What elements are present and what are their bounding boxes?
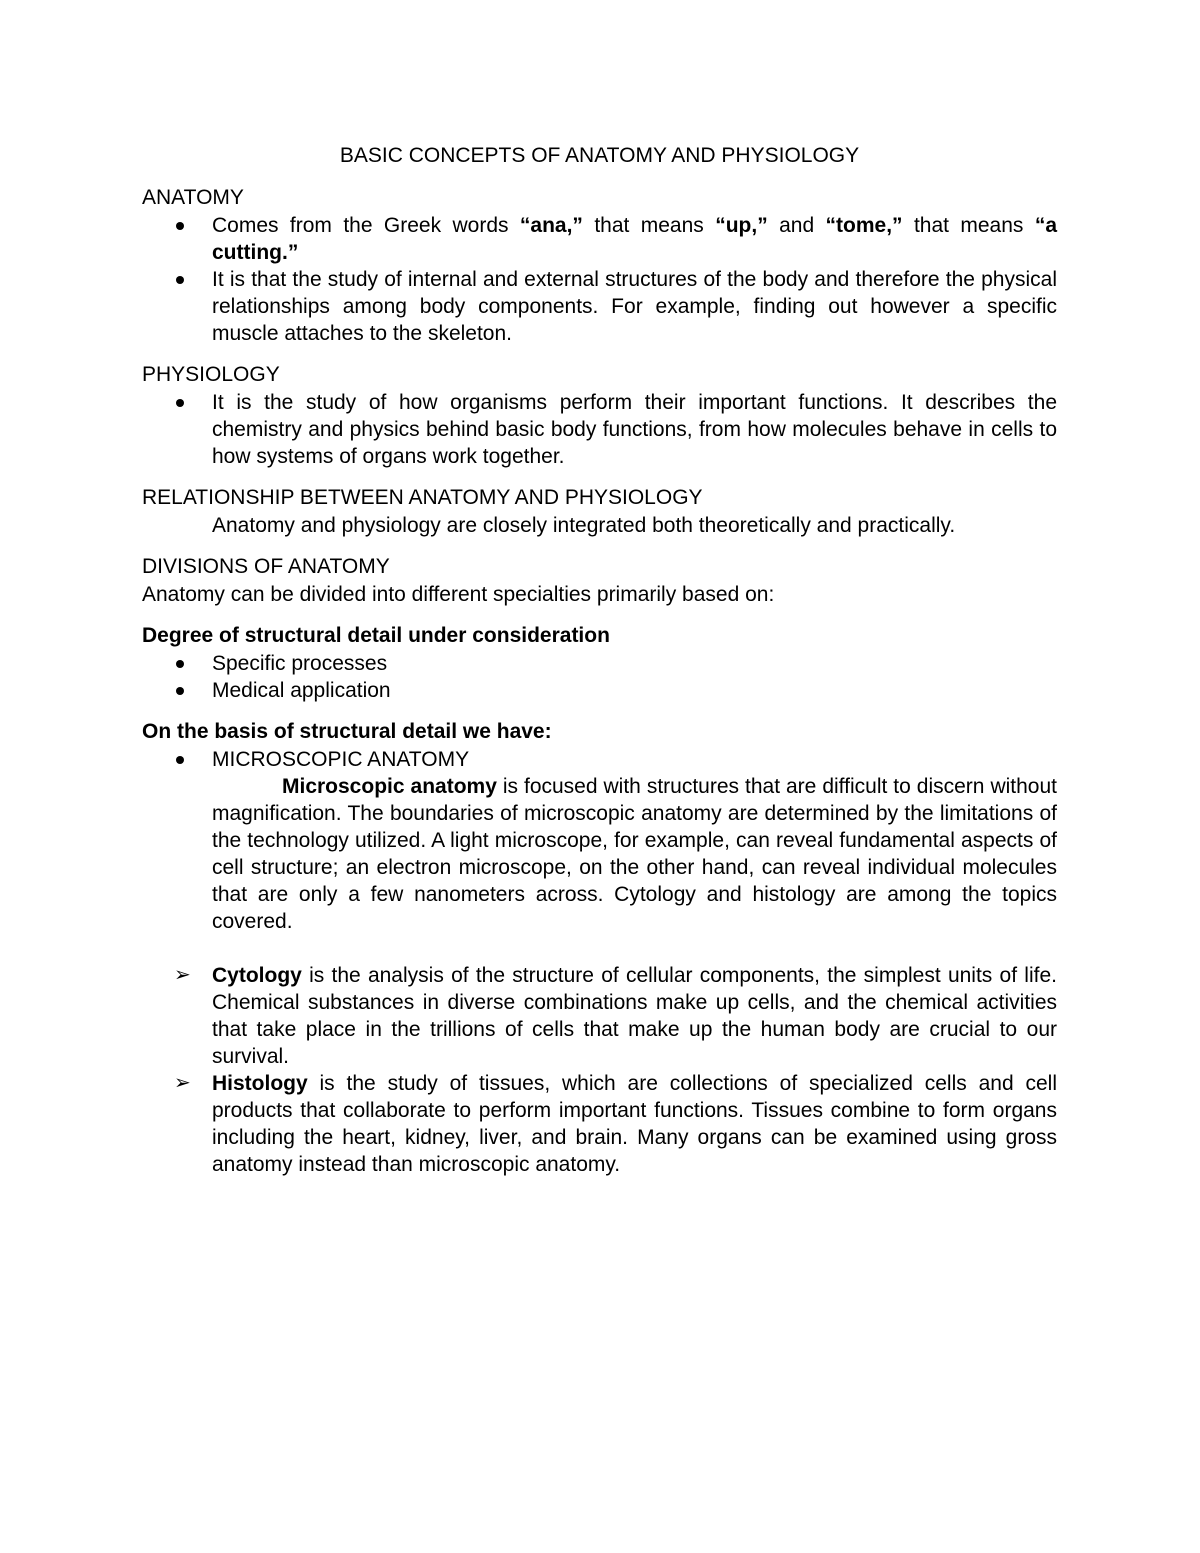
- arrow-bullet-icon: ➢: [174, 1072, 191, 1094]
- document-title: BASIC CONCEPTS OF ANATOMY AND PHYSIOLOGY: [339, 144, 860, 167]
- bullet-icon: [176, 756, 184, 764]
- microscopic-list: [142, 746, 1057, 935]
- list-item: It is the study of how organisms perform their important functions. It describes the chemistry and physics behind basic body functions, from how molecules behave in cells to how systems of organs work together.: [142, 389, 1057, 470]
- relationship-text: Anatomy and physiology are closely integrated both theoretically and practically.: [212, 514, 956, 537]
- list-item: ➢ Histology is the study of tissues, which are collections of specialized cells and cell products that collaborate to perform important functions. Tissues combine to form organs including the heart, kidney, liver, and brain. Many organs can be examined using gross anatomy instead than microscopic anatomy.: [174, 1072, 1057, 1176]
- list-item: ➢ Cytology is the analysis of the structure of cellular components, the simplest units of life. Chemical substances in diverse combinations make up cells, and the chemical activities that take place in the trillions of cells that make up the human body are crucial to our survival.: [174, 964, 1057, 1068]
- divisions-intro: Anatomy can be divided into different specialties primarily based on:: [142, 583, 775, 606]
- physiology-heading: PHYSIOLOGY: [142, 363, 280, 386]
- microscopic-paragraph: Microscopic anatomy is focused with structures that are difficult to discern without magnification. The boundaries of microscopic anatomy are determined by the limitations of the technology utilized. A light microscope, for example, can reveal fundamental aspects of cell structure; an electron microscope, on the other hand, can reveal individual molecules that are only a few nanometers across. Cytology and histology are among the topics covered.: [212, 775, 1057, 933]
- list-item: [142, 746, 1057, 935]
- bullet-icon: [176, 276, 184, 284]
- anatomy-heading: ANATOMY: [142, 186, 244, 209]
- anatomy-list: [142, 212, 1057, 347]
- divisions-list: [142, 650, 1057, 704]
- bullet-icon: [176, 399, 184, 407]
- list-item: Specific processes: [142, 650, 1057, 677]
- list-item: It is that the study of internal and external structures of the body and therefore the physical relationships among body components. For example, finding out however a specific muscle attaches to the skeleton.: [142, 266, 1057, 347]
- list-item: Medical application: [142, 677, 1057, 704]
- bullet-icon: [176, 222, 184, 230]
- relationship-heading: RELATIONSHIP BETWEEN ANATOMY AND PHYSIOLOGY: [142, 486, 703, 509]
- basis-heading: On the basis of structural detail we have:: [142, 720, 552, 743]
- arrow-bullet-icon: ➢: [174, 964, 191, 986]
- physiology-list: [142, 389, 1057, 470]
- subtopic-list: [142, 962, 1057, 1178]
- divisions-subheading: Degree of structural detail under consideration: [142, 624, 610, 647]
- microscopic-heading: MICROSCOPIC ANATOMY: [212, 748, 470, 771]
- list-item: Comes from the Greek words “ana,” that means “up,” and “tome,” that means “a cutting.”: [142, 212, 1057, 266]
- divisions-heading: DIVISIONS OF ANATOMY: [142, 555, 390, 578]
- bullet-icon: [176, 687, 184, 695]
- bullet-icon: [176, 660, 184, 668]
